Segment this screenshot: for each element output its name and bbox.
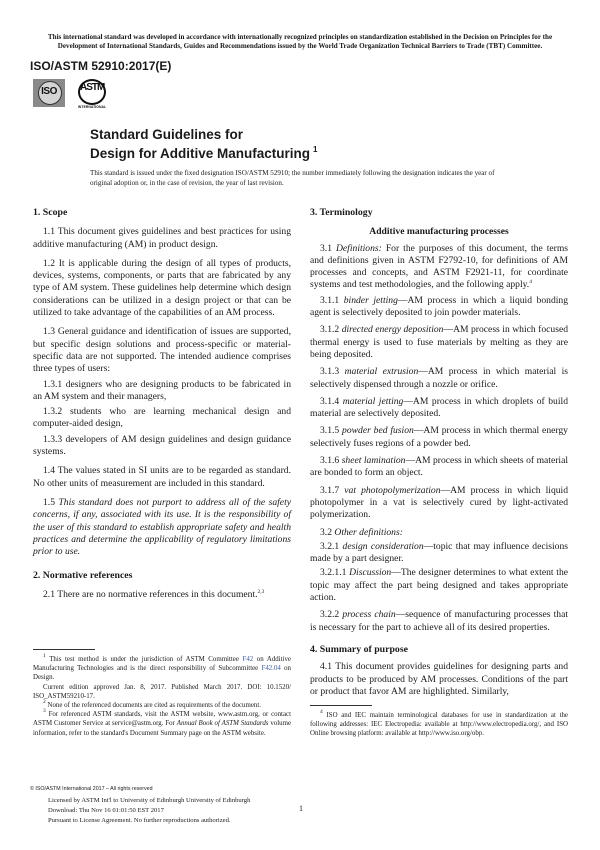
term-definition: —AM process in which liquid photopolymer in a vat is selectively cured by light-activated polymerization. [310,484,568,521]
paragraph-3-2-number: 3.2 [320,526,332,538]
wto-notice: This international standard was developed in accordance with internationally recognized principles on standardization established in the Decision on Principles for the Development of International Standards, Guides and Recommendations issued by the World Trade Organization Technical Barriers to Trade (TBT) Committee. [47,33,553,50]
subcommittee-f42-04-link[interactable]: F42.04 [261,665,281,673]
section-2-heading: 2. Normative references [33,570,133,582]
term-name: material extrusion [344,366,419,378]
discussion-text: —The designer determines to what extent the topic may affect the part being designed and takes appropriate action. [310,567,568,604]
paragraph-1-4: 1.4 The values stated in SI units are to be regarded as standard. No other units of measurement are included in this standard. [33,465,291,489]
term-definition: —AM process in which droplets of build material are selectively deposited. [310,395,568,420]
paragraph-2-1 [33,589,291,601]
term-sheet-lamination [310,455,568,480]
footnote-3-text-a: For referenced ASTM standards, visit the ASTM website, www.astm.org, or contact ASTM Customer Service at service@astm.org. For [33,711,291,728]
term-name: design consideration [342,540,424,552]
term-name: powder bed fusion [342,425,414,437]
footnote-3-text-b: volume information, refer to the standard's Document Summary page on the ASTM website. [33,720,291,737]
standard-designation: ISO/ASTM 52910:2017(E) [30,59,172,73]
license-line-2: Download: Thu Nov 16 01:01:50 EST 2017 [48,807,164,814]
term-name: material jetting [342,395,404,407]
iso-logo-icon [33,79,65,107]
term-number: 3.2.1 [320,540,340,552]
footnote-3-marker: 3 [43,708,46,715]
footnote-2-text: None of the referenced documents are cited as requirements of the document. [47,702,262,710]
section-4-heading: 4. Summary of purpose [310,643,408,655]
committee-f42-link[interactable]: F42 [242,656,254,663]
term-definition: —AM process in which focused thermal energy is used to fuse materials by melting as they are being deposited. [310,324,568,360]
discussion-label: Discussion [349,567,392,579]
footnote-1-marker: 1 [43,653,46,659]
title-line-2-text: Design for Additive Manufacturing [90,146,311,161]
footnote-2 [33,701,291,710]
footnote-3-italic: Annual Book of ASTM Standards [176,720,269,728]
paragraph-1-3-1: 1.3.1 designers who are designing products to be fabricated in an AM system and their managers, [33,378,291,402]
paragraph-3-1-text: For the purposes of this document, the terms and definitions given in ASTM F2792-10, for definitions of AM processes and concepts, and ASTM F2921-11, for coordinate systems and test methodologies, and the following apply. [310,242,569,291]
paragraph-1-5-text: This standard does not purport to address all of the safety concerns, if any, associated with its use. It is the responsibility of the user of this standard to establish appropriate safety and health practices and determine the applicability of regulatory limitations prior to use. [33,496,291,558]
term-definition: —AM process in which material is selectively dispensed through a nozzle or orifice. [310,366,568,390]
term-powder-bed-fusion [310,425,568,450]
section-1-heading: 1. Scope [33,207,68,218]
term-number: 3.1.2 [320,324,340,336]
footnote-divider-left [33,649,95,650]
term-number: 3.1.6 [320,455,340,467]
discussion-number: 3.2.1.1 [320,567,347,579]
title-line-1: Standard Guidelines for [90,127,244,142]
term-directed-energy-deposition [310,324,568,361]
subheading-am-processes: Additive manufacturing processes [369,226,509,238]
paragraph-1-5-number: 1.5 [43,496,55,508]
footnote-3 [33,710,291,738]
term-definition: —AM process in which a liquid bonding agent is selectively deposited to join powder materials. [310,294,569,319]
term-definition: —AM process in which thermal energy selectively fuses regions of a powder bed. [310,425,568,449]
paragraph-3-1-label: Definitions: [336,242,382,254]
document-title [90,127,317,161]
copyright-notice: © ISO/ASTM International 2017 – All rights reserved [30,786,153,792]
term-process-chain [310,609,568,634]
paragraph-2-1-text: 2.1 There are no normative references in this document. [43,588,258,600]
paragraph-3-2 [310,527,568,539]
footnote-ref-2-3: 2,3 [257,588,265,595]
footnote-4-marker: 4 [320,709,323,715]
footnote-1-text-b: on Additive Manufacturing Technologies and is the direct responsibility of Subcommittee [33,656,291,673]
footnote-4 [310,711,568,739]
paragraph-1-3-3: 1.3.3 developers of AM design guidelines and design guidance systems. [33,433,291,458]
astm-logo-icon [74,77,108,109]
iso-logo-text: ISO [41,86,57,97]
term-binder-jetting [310,295,568,320]
paragraph-3-1-number: 3.1 [320,242,332,254]
title-footnote-marker: 1 [313,145,318,154]
footnote-ref-4: 4 [529,279,532,286]
term-name: directed energy deposition [341,324,444,336]
footnote-1 [33,655,291,683]
term-material-extrusion [310,366,568,391]
term-definition: —topic that may influence decisions made by a part designer. [310,540,569,565]
footnote-1-text-a: This test method is under the jurisdiction of ASTM Committee [49,656,239,663]
footnote-1-text-c: on Design. [33,665,291,682]
left-column [33,207,291,601]
term-number: 3.1.7 [320,484,340,496]
paragraph-4-1: 4.1 This document provides guidelines for designing parts and products to be produced by AM processes. Conditions of the part or product that favor AM are highlighted. Similarly, [310,661,568,697]
term-number: 3.1.3 [320,366,340,378]
current-edition-note: Current edition approved Jan. 8, 2017. Published March 2017. DOI: 10.1520/ ISO_ASTM59210-17. [33,683,291,700]
title-line-2 [90,142,317,161]
discussion-3-2-1-1 [310,567,568,604]
astm-logo-text: ASTM [80,82,105,93]
paragraph-1-2: 1.2 It is applicable during the design of all types of products, devices, systems, components, or parts that are fabricated by any type of AM system. These guidelines help determine which design considerations can be utilized in a design project or that can be utilized to take advantage of the capabilities of an AM process. [33,257,291,319]
term-number: 3.1.1 [320,294,340,306]
footnotes-right [310,711,568,739]
paragraph-1-3: 1.3 General guidance and identification of issues are supported, but specific design solutions and process-specific or material-specific data are not supported. The intended audience comprises three types of users: [33,326,291,375]
footnote-4-text: ISO and IEC maintain terminological databases for use in standardization at the following addresses: IEC Electropedia: available at http://www.electropedia.org/, and ISO Online browsing platform: available at http://www.iso.org/obp. [310,712,568,738]
footnotes-left [33,655,291,738]
term-number: 3.1.5 [320,425,340,437]
term-material-jetting [310,396,568,421]
term-definition: —sequence of manufacturing processes that is necessary for the part to achieve all of its desired properties. [310,609,568,633]
term-name: binder jetting [343,294,398,306]
astm-logo-subtext: INTERNATIONAL [77,105,107,109]
license-line-1: Licensed by ASTM Int'l to University of Edinburgh University of Edinburgh [48,797,251,804]
issued-note: This standard is issued under the fixed designation ISO/ASTM 52910; the number immediately following the designation indicates the year of original adoption or, in the case of revision, the year of last revision. [90,169,495,187]
footnote-divider-right [310,705,372,706]
paragraph-1-1: 1.1 This document gives guidelines and best practices for using additive manufacturing (AM) in product design. [33,226,291,250]
license-block [48,796,250,826]
term-name: vat photopolymerization [344,484,441,496]
term-vat-photopolymerization [310,485,568,522]
paragraph-3-2-label: Other definitions: [334,526,403,538]
paragraph-3-1 [310,243,568,292]
term-number: 3.1.4 [320,395,340,407]
term-number: 3.2.2 [320,609,340,621]
term-design-consideration [310,541,568,566]
term-definition: —AM process in which sheets of material are bonded to form an object. [310,455,568,479]
page-number: 1 [299,804,303,813]
license-line-3: Pursuant to License Agreement. No further reproductions authorized. [48,817,231,824]
term-name: sheet lamination [341,455,406,467]
footnote-2-marker: 2 [43,699,46,706]
paragraph-1-3-2: 1.3.2 students who are learning mechanical design and computer-aided design, [33,406,291,430]
section-3-heading: 3. Terminology [310,207,373,218]
paragraph-1-5 [33,497,291,558]
right-column [310,207,568,698]
term-name: process chain [342,609,396,621]
